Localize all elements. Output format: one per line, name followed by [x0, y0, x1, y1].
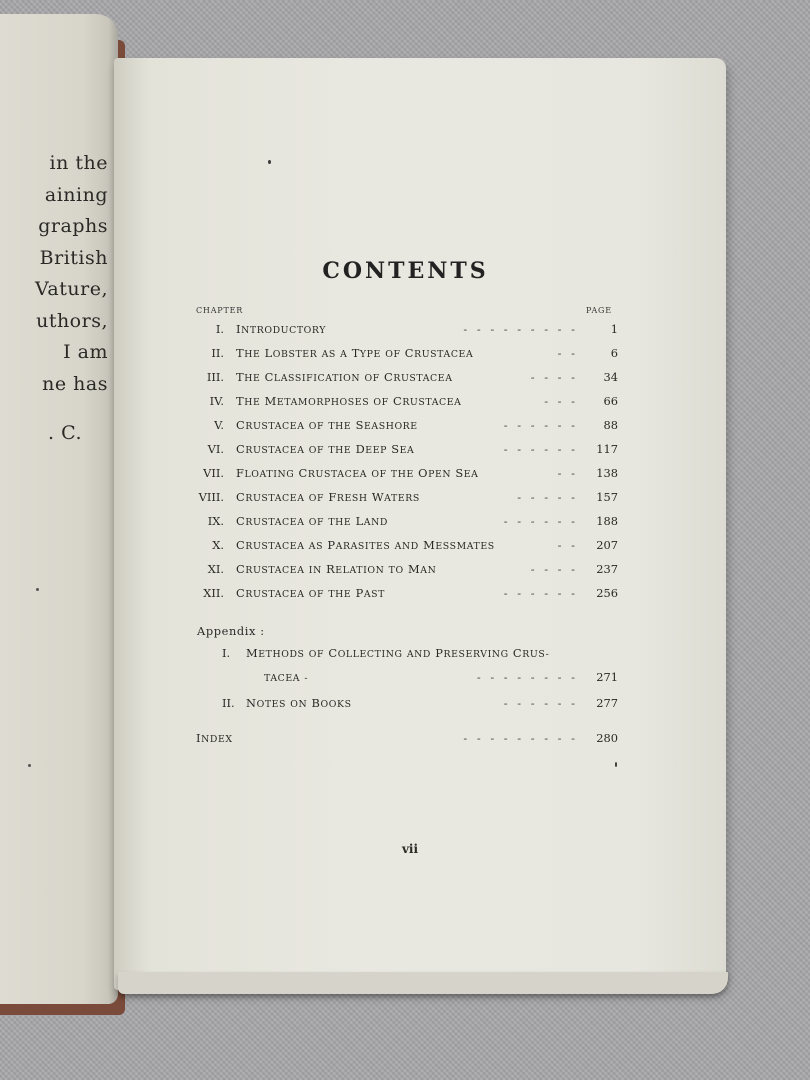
appendix-title: TACEA -	[264, 673, 309, 684]
appendix-entry[interactable]	[190, 646, 620, 666]
leader-dashes: - - - - - - - -	[476, 670, 578, 684]
page-number: 66	[603, 394, 618, 408]
chapter-title: CRUSTACEA OF THE DEEP SEA	[236, 442, 415, 456]
chapter-title: THE CLASSIFICATION OF CRUSTACEA	[236, 370, 453, 384]
chapter-title: CRUSTACEA AS PARASITES AND MESSMATES	[236, 538, 495, 552]
page-number: 256	[596, 586, 618, 600]
appendix-number: II.	[222, 696, 235, 710]
chapter-number: XI.	[207, 562, 224, 576]
chapter-number: III.	[206, 370, 224, 384]
page-speck	[615, 762, 617, 767]
left-line: graphs	[38, 215, 108, 237]
leader-dashes: - - -	[544, 394, 578, 408]
page-number: 157	[596, 490, 618, 504]
leader-dashes: - - - - - - - - -	[463, 731, 578, 745]
page-number: 188	[596, 514, 618, 528]
leader-dashes: - - - - -	[517, 490, 578, 504]
leader-dashes: - - - - - -	[503, 696, 578, 710]
chapter-number: VI.	[207, 442, 224, 456]
toc-entry[interactable]	[190, 370, 620, 390]
index-entry[interactable]	[196, 731, 620, 751]
chapter-title: INTRODUCTORY	[236, 322, 327, 336]
left-signature: . C.	[48, 422, 82, 444]
page-number: 207	[596, 538, 618, 552]
toc-entry[interactable]	[190, 490, 620, 510]
toc-entry[interactable]	[190, 346, 620, 366]
page-number: 271	[596, 670, 618, 684]
leader-dashes: - - - - - -	[503, 586, 578, 600]
chapter-column-label: CHAPTER	[196, 306, 244, 315]
toc-entry[interactable]	[190, 322, 620, 342]
appendix-number: I.	[222, 646, 231, 660]
toc-entry[interactable]	[190, 562, 620, 582]
leader-dashes: - -	[557, 538, 578, 552]
contents-title: CONTENTS	[322, 258, 489, 284]
leader-dashes: - - - -	[530, 562, 578, 576]
leader-dashes: - - - - - - - - -	[463, 322, 578, 336]
chapter-number: VII.	[203, 466, 224, 480]
left-line: I am	[63, 341, 108, 363]
chapter-number: II.	[211, 346, 224, 360]
page-number: 280	[596, 731, 618, 745]
leader-dashes: - - - - - -	[503, 418, 578, 432]
page-number: 1	[610, 322, 618, 336]
chapter-number: X.	[212, 538, 224, 552]
page-number: 237	[596, 562, 618, 576]
chapter-number: IV.	[209, 394, 224, 408]
chapter-title: CRUSTACEA OF THE PAST	[236, 586, 385, 600]
toc-entry[interactable]	[190, 466, 620, 486]
chapter-title: THE LOBSTER AS A TYPE OF CRUSTACEA	[236, 346, 474, 360]
index-title: INDEX	[196, 731, 233, 745]
page-bottom-edge	[118, 972, 728, 994]
chapter-number: XII.	[203, 586, 224, 600]
page-number: 277	[596, 696, 618, 710]
left-line: Vature,	[34, 278, 108, 300]
page-number: 6	[610, 346, 618, 360]
page-number: 34	[603, 370, 618, 384]
chapter-title: CRUSTACEA IN RELATION TO MAN	[236, 562, 437, 576]
appendix-title: METHODS OF COLLECTING AND PRESERVING CRUS-	[246, 646, 550, 660]
left-speck	[36, 588, 39, 591]
left-line: uthors,	[36, 309, 108, 332]
left-line: ne has	[42, 372, 108, 395]
chapter-title: CRUSTACEA OF THE LAND	[236, 514, 388, 528]
page-column-label: PAGE	[586, 306, 612, 315]
page-number: 117	[596, 442, 618, 456]
chapter-title: CRUSTACEA OF FRESH WATERS	[236, 490, 420, 504]
leader-dashes: - - - -	[530, 370, 578, 384]
chapter-title: THE METAMORPHOSES OF CRUSTACEA	[236, 394, 462, 408]
chapter-number: I.	[215, 322, 224, 336]
folio-page-number: vii	[401, 842, 419, 856]
toc-entry[interactable]	[190, 442, 620, 462]
leader-dashes: - - - - - -	[503, 514, 578, 528]
leader-dashes: - - - - - -	[503, 442, 578, 456]
left-speck	[28, 764, 31, 767]
leader-dashes: - -	[557, 466, 578, 480]
page-number: 138	[596, 466, 618, 480]
left-line: aining	[44, 183, 108, 206]
chapter-title: FLOATING CRUSTACEA OF THE OPEN SEA	[236, 466, 479, 480]
page-number: 88	[603, 418, 618, 432]
left-page	[0, 14, 118, 1004]
toc-entry[interactable]	[190, 394, 620, 414]
left-line: in the	[49, 152, 108, 174]
left-line: British	[39, 246, 108, 269]
toc-entry[interactable]	[190, 586, 620, 606]
page-speck	[268, 160, 271, 164]
appendix-entry[interactable]	[190, 696, 620, 716]
appendix-label: Appendix :	[197, 624, 265, 638]
left-page-text	[0, 148, 108, 450]
appendix-entry-continuation[interactable]	[190, 670, 620, 690]
appendix-title: NOTES ON BOOKS	[246, 696, 352, 710]
toc-entry[interactable]	[190, 514, 620, 534]
leader-dashes: - -	[557, 346, 578, 360]
chapter-number: VIII.	[198, 490, 224, 504]
toc-entry[interactable]	[190, 418, 620, 438]
chapter-title: CRUSTACEA OF THE SEASHORE	[236, 418, 418, 432]
toc-entry[interactable]	[190, 538, 620, 558]
chapter-number: IX.	[207, 514, 224, 528]
chapter-number: V.	[214, 418, 224, 432]
